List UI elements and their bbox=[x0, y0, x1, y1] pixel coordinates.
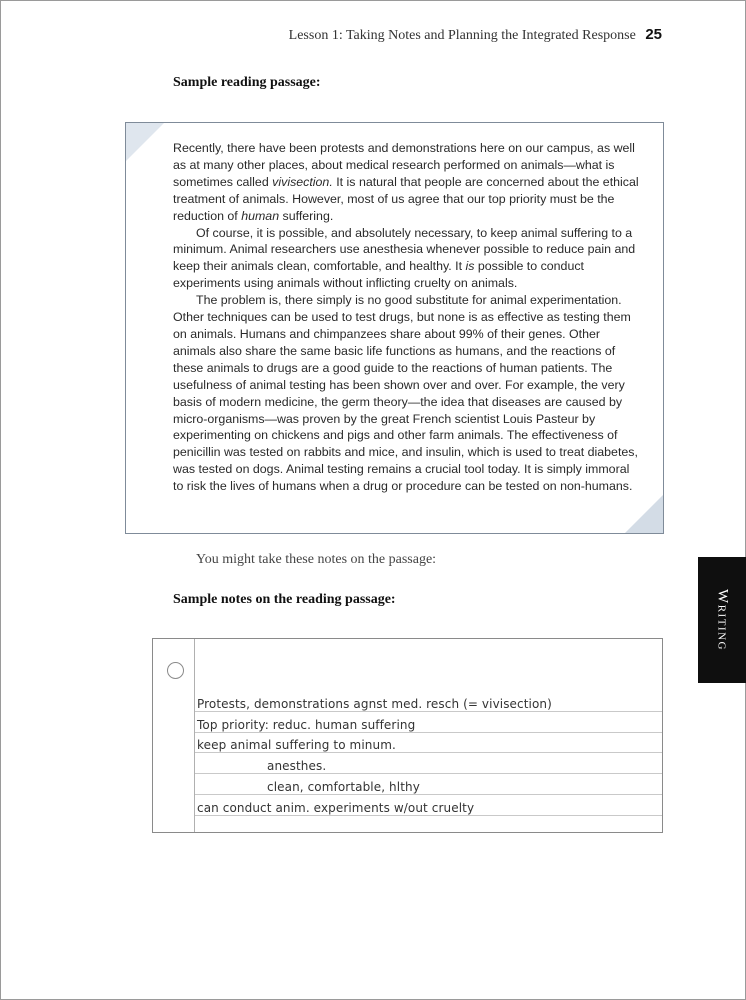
running-header bbox=[289, 26, 662, 44]
page-curl-bottom-right bbox=[625, 495, 663, 533]
passage-p1-text-e: suffering. bbox=[279, 208, 334, 223]
ruled-line bbox=[195, 711, 662, 712]
note-line-5: clean, comfortable, hlthy bbox=[267, 780, 420, 794]
note-line-6: can conduct anim. experiments w/out cruelty bbox=[197, 801, 475, 815]
ruled-line bbox=[195, 815, 662, 816]
passage-text bbox=[173, 140, 641, 495]
passage-p1-text-a: Recently, there have been protests and demonstrations here on our campus, as well as at many other places, about medical research performed on animals—what is sometimes called bbox=[173, 141, 635, 189]
note-line-1: Protests, demonstrations agnst med. resch (= vivisection) bbox=[197, 697, 552, 711]
passage-p1-italic-human: human bbox=[241, 208, 280, 223]
ruled-line bbox=[195, 732, 662, 733]
passage-paragraph-3: The problem is, there simply is no good substitute for animal experimentation. Other techniques can be used to test drugs, but none is as effective as testing them on animals. Humans and chimpanzees share about 99% of their genes. Other animals also share the same basic life functions as humans, and the reactions of these animals to drugs are a good guide to the reactions of human patients. The usefulness of animal testing has been shown over and over. For example, the very basis of modern medicine, the germ theory—the idea that diseases are caused by micro-organisms—was proven by the great French scientist Louis Pasteur by experimenting on chickens and pigs and other farm animals. The effectiveness of penicillin was tested on rabbits and mice, and insulin, which is used to treat diabetes, was tested on dogs. Animal testing remains a crucial tool today. It is simply immoral to risk the lives of humans when a drug or procedure can be tested on non-humans. bbox=[173, 293, 638, 494]
header-title: Lesson 1: Taking Notes and Planning the Integrated Response bbox=[288, 28, 636, 43]
passage-p2-italic-is: is bbox=[465, 259, 475, 274]
page-curl-top-left bbox=[126, 123, 164, 161]
ruled-line bbox=[195, 773, 662, 774]
ruled-line bbox=[195, 752, 662, 753]
ruled-line bbox=[195, 794, 662, 795]
passage-p2-text-c: possible to conduct experiments using animals without inflicting cruelty on animals. bbox=[173, 259, 584, 291]
notes-intro-text: You might take these notes on the passage: bbox=[196, 552, 437, 567]
notes-card bbox=[152, 638, 663, 833]
notes-label: Sample notes on the reading passage: bbox=[173, 592, 396, 607]
passage-p1-text-c: It is natural that people are concerned about the ethical treatment of animals. However, most of us agree that our top priority must be the reduction of bbox=[173, 174, 639, 223]
punch-hole bbox=[167, 662, 184, 679]
passage-p2-text-a: Of course, it is possible, and absolutely necessary, to keep animal suffering to a minimum. Animal researchers use anesthesia whenever possible to reduce pain and keep their animals clean, comfortable, and healthy. It bbox=[173, 225, 636, 274]
writing-section-tab bbox=[698, 557, 746, 683]
passage-paragraph-1 bbox=[173, 140, 641, 225]
writing-tab-label: Writing bbox=[714, 589, 731, 651]
passage-paragraph-2 bbox=[173, 225, 641, 293]
reading-passage-label: Sample reading passage: bbox=[173, 75, 321, 90]
passage-p1-italic-vivisection: vivisection. bbox=[272, 174, 333, 189]
note-line-4: anesthes. bbox=[267, 759, 327, 773]
page-number: 25 bbox=[645, 26, 662, 43]
note-line-3: keep animal suffering to minum. bbox=[197, 738, 396, 752]
note-line-2: Top priority: reduc. human suffering bbox=[197, 718, 416, 732]
reading-passage-box bbox=[125, 122, 664, 534]
notes-margin-line bbox=[194, 639, 195, 832]
